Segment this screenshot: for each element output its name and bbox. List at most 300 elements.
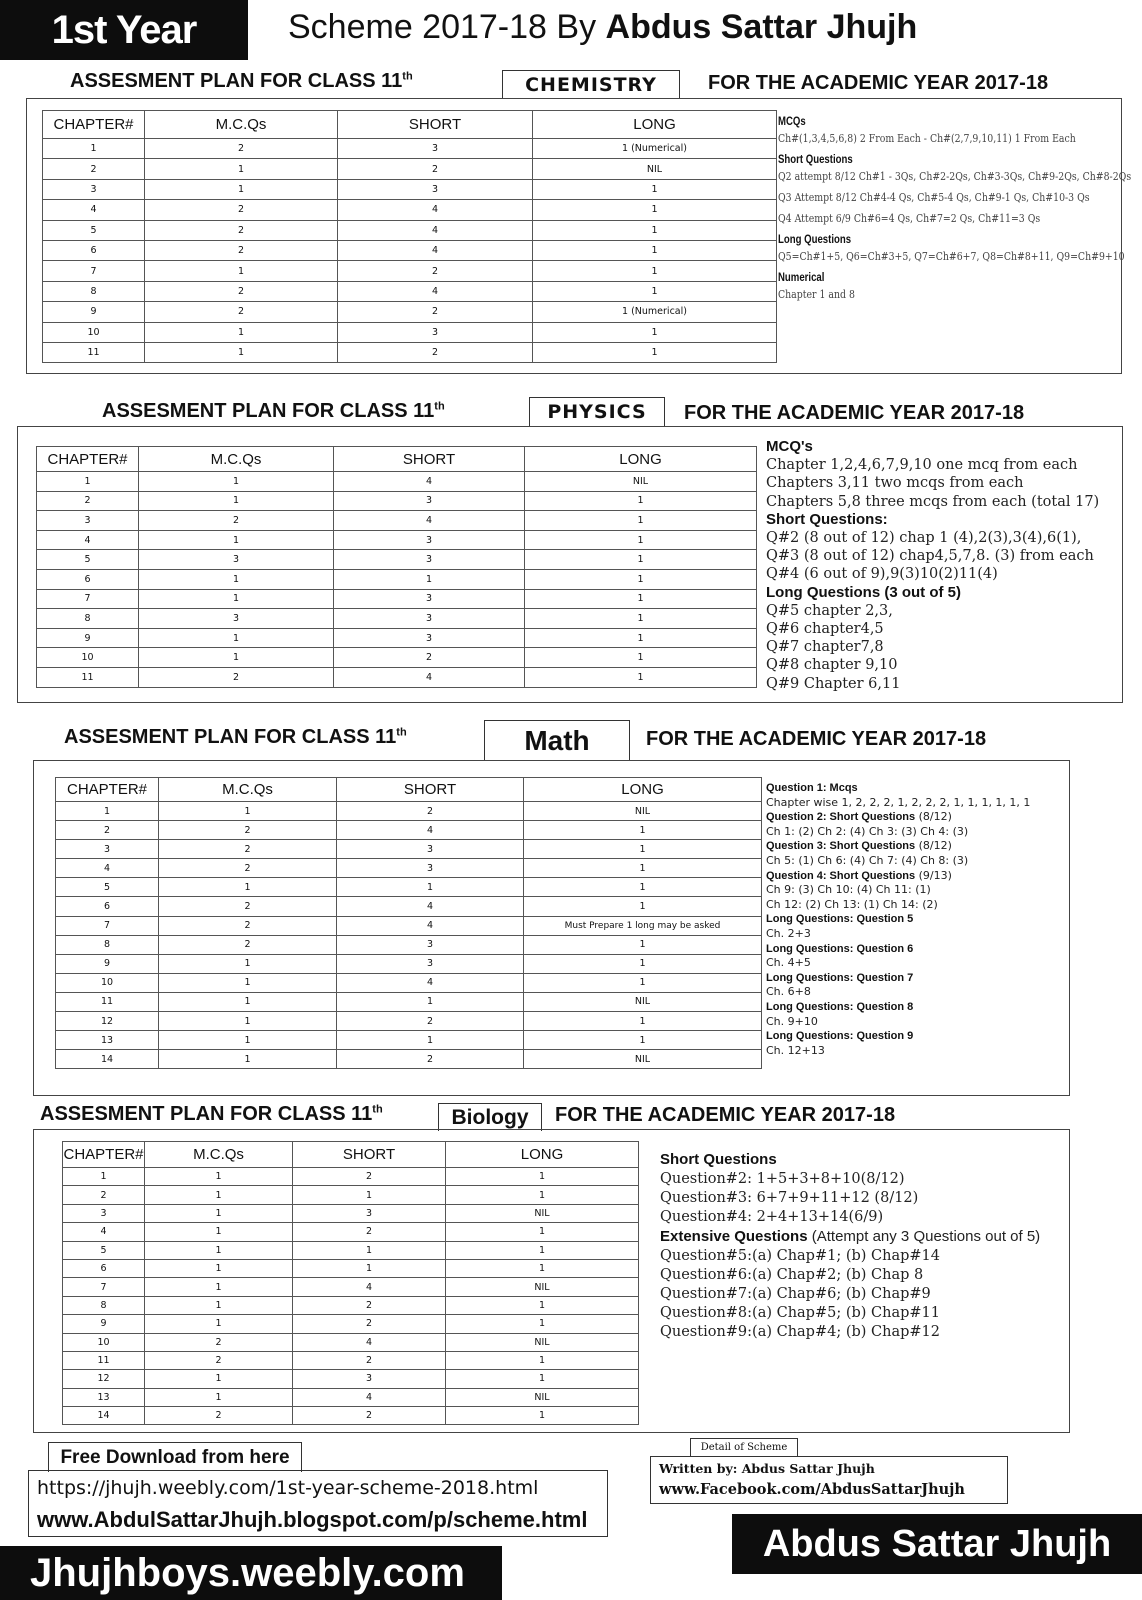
table-cell: 3 [334, 550, 525, 570]
table-cell: 2 [63, 1186, 145, 1204]
table-cell: 1 [524, 897, 762, 916]
table-row [63, 1333, 639, 1351]
note-line [766, 638, 1126, 656]
table-cell: 2 [56, 821, 159, 840]
table-cell: 3 [337, 840, 524, 859]
note-line [766, 1015, 1076, 1030]
table-cell: 3 [139, 550, 334, 570]
table-cell: 4 [334, 667, 525, 687]
note-extra: (Attempt any 3 Questions out of 5) [807, 1228, 1041, 1245]
facebook-link[interactable]: www.Facebook.com/AbdusSattarJhujh [659, 1481, 965, 1498]
table-cell: 3 [334, 530, 525, 550]
note-line [766, 825, 1076, 840]
note-heading [766, 584, 1126, 602]
table-cell: 2 [159, 840, 337, 859]
table-cell: 2 [145, 1333, 293, 1351]
column-header: CHAPTER# [56, 778, 159, 802]
table-cell: 3 [334, 628, 525, 648]
table-cell: 1 [293, 1186, 446, 1204]
note-heading-text: Short Questions: [766, 510, 888, 528]
table-cell: 3 [43, 179, 145, 199]
table-cell: 4 [37, 530, 139, 550]
table-cell: 1 [145, 261, 338, 281]
note-line [778, 186, 1122, 207]
table-cell: NIL [524, 992, 762, 1011]
table-cell: 1 [159, 1012, 337, 1031]
column-header: LONG [524, 778, 762, 802]
table-cell: 10 [43, 322, 145, 342]
table-row [63, 1370, 639, 1388]
plan-suffix: th [434, 400, 445, 413]
table-cell: 1 [159, 802, 337, 821]
column-header: CHAPTER# [37, 447, 139, 472]
download-box [28, 1470, 608, 1537]
note-heading [766, 781, 1076, 796]
table-cell: 1 [145, 1241, 293, 1259]
table-cell: 1 [525, 609, 757, 629]
table-cell: 1 [524, 821, 762, 840]
table-cell: 2 [145, 281, 338, 301]
note-heading [778, 266, 1122, 283]
table-cell: 1 [533, 179, 777, 199]
note-line [766, 620, 1126, 638]
table-cell: 1 [446, 1407, 639, 1425]
table-cell: NIL [524, 1050, 762, 1069]
table-cell: 7 [56, 916, 159, 935]
note-heading-text: Short Questions [660, 1151, 777, 1168]
table-cell: 3 [56, 840, 159, 859]
table-cell: 2 [293, 1407, 446, 1425]
plan-prefix: ASSESMENT PLAN FOR CLASS 11 [70, 70, 403, 92]
chemistry-table [42, 110, 777, 363]
table-cell: 2 [293, 1315, 446, 1333]
table-row [37, 472, 757, 492]
note-heading-text: Question 2: Short Questions [766, 811, 916, 824]
table-cell: 9 [56, 954, 159, 973]
note-text: Ch#(1,3,4,5,6,8) 2 From Each - Ch#(2,7,9,10,11) 1 From Each [778, 132, 1076, 145]
biology-year-heading: FOR THE ACADEMIC YEAR 2017-18 [555, 1104, 896, 1126]
table-header-row [63, 1142, 639, 1168]
table-cell: NIL [446, 1204, 639, 1222]
table-cell: 4 [337, 897, 524, 916]
table-cell: 7 [43, 261, 145, 281]
table-cell: 8 [37, 609, 139, 629]
note-text: Q2 attempt 8/12 Ch#1 - 3Qs, Ch#2-2Qs, Ch#3-3Qs, Ch#9-2Qs, Ch#8-2Qs [778, 170, 1132, 183]
table-cell: 4 [63, 1223, 145, 1241]
author-tag: Abdus Sattar Jhujh [732, 1514, 1142, 1574]
table-cell: 12 [56, 1012, 159, 1031]
note-heading-text: Question 4: Short Questions [766, 869, 916, 882]
table-cell: 3 [63, 1204, 145, 1222]
note-line [766, 854, 1076, 869]
column-header: M.C.Qs [139, 447, 334, 472]
table-cell: 1 [533, 261, 777, 281]
table-cell: 4 [293, 1278, 446, 1296]
table-cell: 11 [43, 342, 145, 362]
table-row [56, 878, 762, 897]
table-cell: 7 [37, 589, 139, 609]
table-cell: 1 [145, 1278, 293, 1296]
table-cell: 10 [63, 1333, 145, 1351]
note-text: Ch. 6+8 [766, 985, 811, 999]
table-cell: 2 [337, 802, 524, 821]
note-heading-text: Short Questions [778, 152, 853, 166]
note-text: Chapters 5,8 three mcqs from each (total 17) [766, 493, 1100, 510]
math-subject-label: Math [484, 720, 630, 760]
table-cell: 4 [337, 916, 524, 935]
physics-table [36, 446, 757, 688]
table-cell: 3 [337, 935, 524, 954]
table-cell: 1 [145, 179, 338, 199]
note-heading [660, 1227, 1080, 1247]
note-heading-text: Long Questions: Question 8 [766, 1000, 914, 1013]
table-cell: 2 [43, 159, 145, 179]
chemistry-notes [778, 110, 1132, 304]
table-cell: 1 [159, 954, 337, 973]
site-tag[interactable]: Jhujhboys.weebly.com [0, 1546, 502, 1600]
note-heading-text: Long Questions: Question 7 [766, 971, 914, 984]
table-row [56, 859, 762, 878]
table-cell: 2 [145, 220, 338, 240]
note-line [660, 1189, 1080, 1208]
note-text: Q#2 (8 out of 12) chap 1 (4),2(3),3(4),6(1), [766, 530, 1082, 547]
note-heading [766, 1029, 1076, 1044]
table-cell: 1 [139, 589, 334, 609]
table-row [63, 1315, 639, 1333]
column-header: M.C.Qs [145, 111, 338, 139]
table-cell: 1 [63, 1168, 145, 1186]
table-cell: 1 [525, 530, 757, 550]
note-line [766, 956, 1076, 971]
note-text: Chapter wise 1, 2, 2, 2, 1, 2, 2, 2, 1, 1, 1, 1, 1, 1 [766, 795, 1031, 809]
note-line [660, 1323, 1080, 1342]
table-row [37, 609, 757, 629]
table-row [37, 530, 757, 550]
note-text: Ch. 4+5 [766, 956, 811, 970]
table-row [37, 491, 757, 511]
column-header: SHORT [334, 447, 525, 472]
table-cell: 1 [524, 935, 762, 954]
table-row [43, 322, 777, 342]
note-heading-text: MCQ's [766, 438, 813, 455]
biology-table [62, 1141, 639, 1425]
table-cell: 3 [334, 609, 525, 629]
table-cell: 2 [293, 1223, 446, 1241]
table-cell: 1 [533, 281, 777, 301]
table-row [56, 840, 762, 859]
table-header-row [56, 778, 762, 802]
year-tag: 1st Year [0, 0, 248, 60]
table-cell: 2 [37, 491, 139, 511]
note-line [766, 602, 1126, 620]
note-line [766, 529, 1126, 547]
note-heading-text: Question 1: Mcqs [766, 782, 858, 794]
table-cell: 1 [159, 1050, 337, 1069]
note-text: Q#8 chapter 9,10 [766, 657, 898, 674]
note-heading [766, 912, 1076, 927]
table-cell: 2 [139, 667, 334, 687]
table-cell: 2 [338, 159, 533, 179]
table-cell: 1 [446, 1351, 639, 1369]
table-cell: 9 [43, 302, 145, 322]
column-header: CHAPTER# [63, 1142, 145, 1168]
table-cell: 1 [533, 240, 777, 260]
table-cell: 9 [37, 628, 139, 648]
table-cell: 2 [159, 916, 337, 935]
table-cell: 5 [63, 1241, 145, 1259]
table-cell: 1 [334, 569, 525, 589]
table-cell: 3 [334, 589, 525, 609]
table-cell: 1 [524, 1012, 762, 1031]
table-cell: 3 [338, 139, 533, 159]
table-cell: 2 [159, 859, 337, 878]
table-cell: 10 [37, 648, 139, 668]
note-line [778, 165, 1132, 186]
table-cell: 1 [524, 973, 762, 992]
table-cell: 1 [337, 1031, 524, 1050]
plan-suffix: th [372, 1103, 383, 1116]
table-row [63, 1351, 639, 1369]
table-cell: 1 [43, 139, 145, 159]
note-line [766, 565, 1126, 583]
table-cell: 6 [63, 1259, 145, 1277]
biology-plan-heading [40, 1103, 383, 1126]
physics-plan-heading [102, 400, 445, 423]
table-cell: 1 [145, 342, 338, 362]
table-row [37, 550, 757, 570]
table-cell: 1 [525, 491, 757, 511]
table-row [63, 1186, 639, 1204]
table-row [37, 569, 757, 589]
table-cell: 1 [533, 342, 777, 362]
table-cell: 1 [525, 589, 757, 609]
note-text: Question#6:(a) Chap#2; (b) Chap 8 [660, 1267, 924, 1283]
table-row [63, 1241, 639, 1259]
page-title [288, 8, 917, 47]
table-cell: 1 [525, 511, 757, 531]
table-cell: 1 [524, 878, 762, 897]
table-cell: 1 (Numerical) [533, 139, 777, 159]
table-cell: 1 [145, 1296, 293, 1314]
math-year-heading: FOR THE ACADEMIC YEAR 2017-18 [646, 728, 987, 750]
note-text: Q#5 chapter 2,3, [766, 602, 893, 619]
table-cell: 5 [43, 220, 145, 240]
table-cell: 2 [139, 511, 334, 531]
note-text: Question#5:(a) Chap#1; (b) Chap#14 [660, 1248, 941, 1264]
note-text: Ch. 9+10 [766, 1014, 818, 1028]
table-row [56, 802, 762, 821]
table-cell: 1 [524, 954, 762, 973]
table-cell: 6 [43, 240, 145, 260]
note-text: Chapter 1 and 8 [778, 288, 855, 301]
download-url-1[interactable]: https://jhujh.weebly.com/1st-year-scheme-2018.html [37, 1477, 539, 1499]
plan-prefix: ASSESMENT PLAN FOR CLASS 11 [102, 400, 435, 422]
table-cell: 4 [293, 1388, 446, 1406]
table-row [37, 648, 757, 668]
table-cell: 6 [56, 897, 159, 916]
note-heading-text: Long Questions: Question 6 [766, 942, 914, 955]
note-heading [766, 942, 1076, 957]
column-header: LONG [446, 1142, 639, 1168]
table-cell: 14 [56, 1050, 159, 1069]
table-cell: 2 [334, 648, 525, 668]
table-cell: 3 [338, 179, 533, 199]
table-cell: 3 [37, 511, 139, 531]
table-header-row [37, 447, 757, 472]
note-line [660, 1285, 1080, 1304]
table-cell: NIL [446, 1388, 639, 1406]
note-text: Q#4 (6 out of 9),9(3)10(2)11(4) [766, 566, 998, 583]
note-line [660, 1266, 1080, 1285]
note-text: Chapter 1,2,4,6,7,9,10 one mcq from each [766, 457, 1078, 474]
note-line [766, 883, 1076, 898]
table-cell: 1 [446, 1315, 639, 1333]
table-cell: 1 [159, 992, 337, 1011]
physics-notes [766, 438, 1126, 693]
plan-suffix: th [396, 726, 407, 739]
table-cell: 4 [334, 511, 525, 531]
note-heading [766, 810, 1076, 825]
chemistry-subject-label: CHEMISTRY [502, 70, 680, 98]
note-line [766, 1044, 1076, 1059]
note-line [778, 283, 1122, 304]
note-line [766, 985, 1076, 1000]
table-cell: 2 [338, 302, 533, 322]
plan-suffix: th [402, 70, 413, 83]
table-row [37, 511, 757, 531]
table-cell: 5 [56, 878, 159, 897]
table-cell: 11 [63, 1351, 145, 1369]
table-cell: 9 [63, 1315, 145, 1333]
table-cell: 2 [145, 139, 338, 159]
table-cell: 1 [145, 322, 338, 342]
table-row [63, 1296, 639, 1314]
table-cell: 1 [293, 1241, 446, 1259]
table-cell: 1 [525, 667, 757, 687]
table-row [43, 159, 777, 179]
table-cell: 1 [139, 628, 334, 648]
note-text: Ch 5: (1) Ch 6: (4) Ch 7: (4) Ch 8: (3) [766, 853, 969, 867]
title-prefix: Scheme 2017-18 By [288, 8, 597, 46]
table-cell: 2 [338, 261, 533, 281]
note-text: Q#7 chapter7,8 [766, 639, 884, 656]
note-text: Ch 1: (2) Ch 2: (4) Ch 3: (3) Ch 4: (3) [766, 824, 969, 838]
note-text: Q#6 chapter4,5 [766, 621, 884, 638]
table-cell: 3 [337, 859, 524, 878]
note-heading [766, 511, 1126, 529]
table-cell: 12 [63, 1370, 145, 1388]
note-heading-text: Long Questions [778, 232, 852, 246]
table-row [63, 1204, 639, 1222]
note-heading [766, 1000, 1076, 1015]
table-cell: 1 [446, 1241, 639, 1259]
table-row [56, 897, 762, 916]
note-line [766, 675, 1126, 693]
detail-scheme-label: Detail of Scheme [690, 1438, 798, 1456]
table-cell: 1 [159, 973, 337, 992]
table-cell: 3 [293, 1204, 446, 1222]
table-cell: 2 [338, 342, 533, 362]
column-header: LONG [533, 111, 777, 139]
download-url-2[interactable]: www.AbdulSattarJhujh.blogspot.com/p/scheme.html [37, 1507, 588, 1532]
column-header: CHAPTER# [43, 111, 145, 139]
table-cell: 1 [139, 648, 334, 668]
table-row [43, 302, 777, 322]
table-cell: 2 [159, 935, 337, 954]
note-extra: (9/13) [915, 868, 952, 882]
plan-prefix: ASSESMENT PLAN FOR CLASS 11 [40, 1103, 373, 1125]
table-cell: 1 [293, 1259, 446, 1277]
table-row [43, 220, 777, 240]
note-heading-text: Long Questions (3 out of 5) [766, 583, 961, 601]
table-row [63, 1388, 639, 1406]
table-cell: 1 [524, 1031, 762, 1050]
column-header: M.C.Qs [159, 778, 337, 802]
note-heading-text: Extensive Questions [660, 1228, 808, 1245]
table-cell: NIL [533, 159, 777, 179]
table-cell: 2 [293, 1296, 446, 1314]
note-text: Q#3 (8 out of 12) chap4,5,7,8. (3) from each [766, 548, 1094, 565]
table-cell: 3 [338, 322, 533, 342]
table-cell: 1 [145, 1168, 293, 1186]
table-cell: 1 [337, 992, 524, 1011]
table-row [56, 973, 762, 992]
table-row [37, 589, 757, 609]
note-text: Question#9:(a) Chap#4; (b) Chap#12 [660, 1324, 941, 1340]
table-cell: 1 [524, 859, 762, 878]
note-heading-text: MCQs [778, 114, 806, 128]
note-heading [778, 228, 1122, 245]
note-text: Q4 Attempt 6/9 Ch#6=4 Qs, Ch#7=2 Qs, Ch#11=3 Qs [778, 212, 1041, 225]
detail-box [650, 1456, 1008, 1504]
table-cell: 2 [159, 821, 337, 840]
note-line [766, 656, 1126, 674]
table-cell: 2 [145, 240, 338, 260]
table-cell: 14 [63, 1407, 145, 1425]
note-line [660, 1304, 1080, 1323]
math-table [55, 777, 762, 1069]
table-row [63, 1407, 639, 1425]
note-line [660, 1170, 1080, 1189]
table-cell: 1 [145, 1223, 293, 1241]
table-cell: Must Prepare 1 long may be asked [524, 916, 762, 935]
table-cell: 1 [145, 1186, 293, 1204]
table-cell: 4 [338, 220, 533, 240]
table-cell: 1 [145, 1259, 293, 1277]
table-cell: 4 [43, 200, 145, 220]
table-cell: 1 [139, 530, 334, 550]
column-header: SHORT [293, 1142, 446, 1168]
note-heading [766, 869, 1076, 884]
math-notes [766, 781, 1076, 1058]
table-row [56, 992, 762, 1011]
table-row [63, 1278, 639, 1296]
table-cell: 1 [446, 1370, 639, 1388]
note-line [660, 1247, 1080, 1266]
note-text: Ch 12: (2) Ch 13: (1) Ch 14: (2) [766, 897, 938, 911]
table-cell: 1 [145, 1315, 293, 1333]
note-text: Ch 9: (3) Ch 10: (4) Ch 11: (1) [766, 883, 931, 897]
table-cell: 13 [56, 1031, 159, 1050]
table-cell: 10 [56, 973, 159, 992]
note-heading [778, 148, 1122, 165]
biology-notes [660, 1150, 1080, 1342]
table-cell: 2 [293, 1351, 446, 1369]
table-cell: 2 [293, 1168, 446, 1186]
note-heading-text: Long Questions: Question 9 [766, 1030, 914, 1043]
table-row [43, 342, 777, 362]
table-cell: 1 [533, 200, 777, 220]
